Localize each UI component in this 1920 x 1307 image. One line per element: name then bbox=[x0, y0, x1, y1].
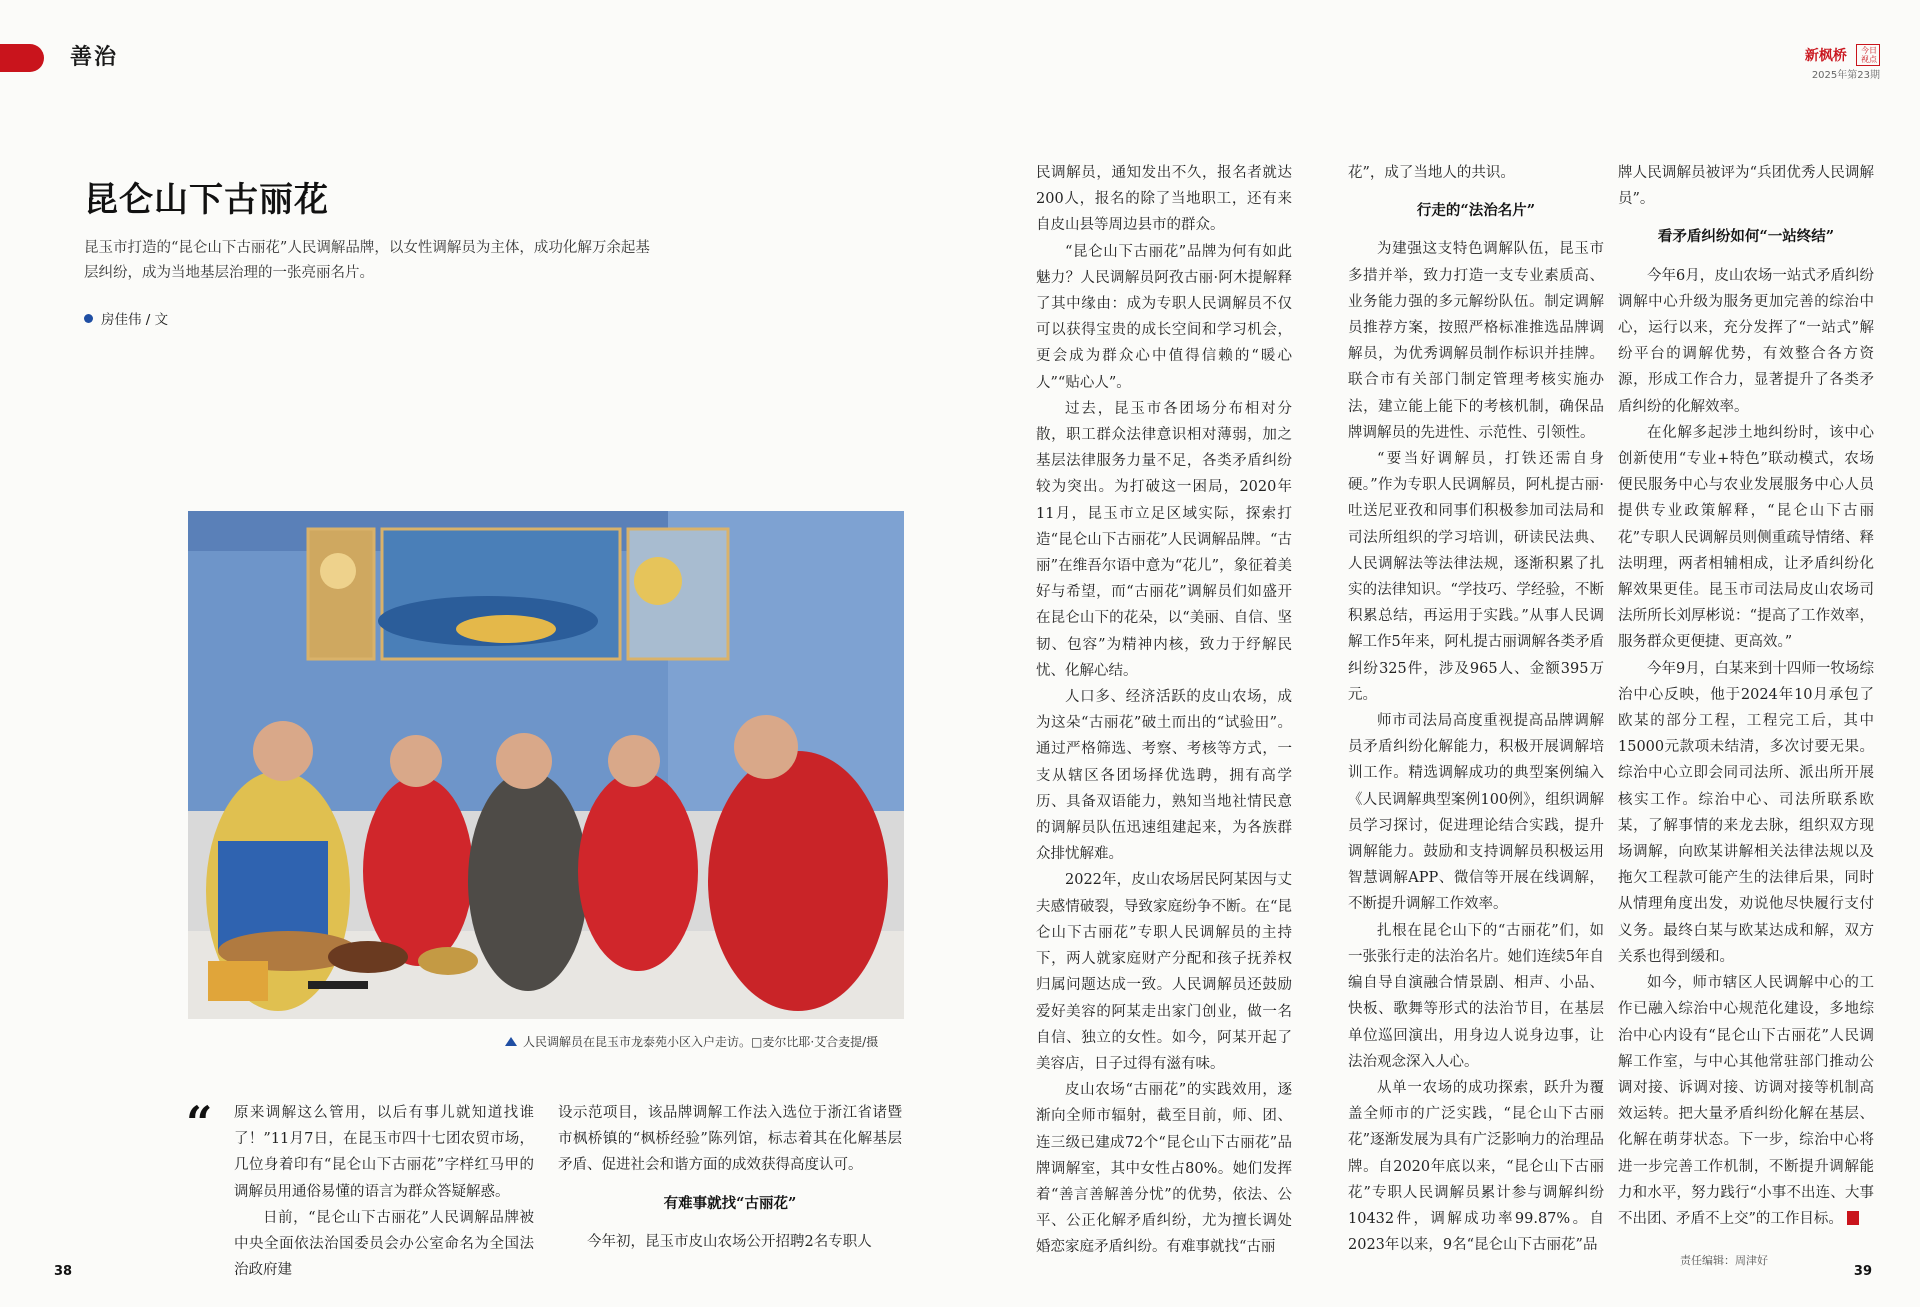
paragraph: 设示范项目，该品牌调解工作法入选位于浙江省诸暨市枫桥镇的“枫桥经验”陈列馆，标志着其在化解基层矛盾、促进社会和谐方面的成效获得高度认可。 bbox=[558, 1105, 902, 1174]
article-photo bbox=[188, 511, 904, 1019]
article-title: 昆仑山下古丽花 bbox=[84, 180, 329, 220]
paragraph: 在化解多起涉土地纠纷时，该中心创新使用“专业+特色”联动模式，农场便民服务中心与农业发展服务中心人员提供专业政策解释，“昆仑山下古丽花”专职人民调解员则侧重疏导情绪、释法明理，两者相辅相成，让矛盾纠纷化解效果更佳。昆玉市司法局皮山农场司法所所长刘厚彬说：“提高了工作效率，服务群众更便捷、更高效。” bbox=[1618, 424, 1874, 651]
subheading: 看矛盾纠纷如何“一站终结” bbox=[1657, 228, 1835, 246]
column-3 bbox=[1036, 160, 1292, 1261]
section-label: 善治 bbox=[70, 44, 119, 70]
photo-illustration bbox=[188, 511, 904, 1019]
column-2 bbox=[558, 1100, 902, 1255]
issue-number: 2025年第23期 bbox=[1811, 70, 1880, 81]
subheading: 有难事就找“古丽花” bbox=[663, 1194, 797, 1212]
bullet-icon bbox=[84, 314, 93, 323]
paragraph: 今年9月，白某来到十四师一牧场综治中心反映，他于2024年10月承包了欧某的部分工程，工程完工后，其中15000元款项未结清，多次讨要无果。综治中心立即会同司法所、派出所开展核实工作。综治中心、司法所联系欧某，了解事情的来龙去脉，组织双方现场调解，向欧某讲解相关法律法规以及拖欠工程款可能产生的法律后果，同时从情理角度出发，劝说他尽快履行支付义务。最终白某与欧某达成和解，双方关系也得到缓和。 bbox=[1618, 660, 1874, 965]
paragraph: 日前，“昆仑山下古丽花”人民调解品牌被中央全面依法治国委员会办公室命名为全国法治政府建 bbox=[234, 1209, 534, 1279]
author-name: 房佳伟 / 文 bbox=[101, 312, 169, 328]
quote-mark-icon: “ bbox=[186, 1096, 213, 1150]
paragraph: 皮山农场“古丽花”的实践效用，逐渐向全师市辐射，截至目前，师、团、连三级已建成72个“昆仑山下古丽花”品牌调解室，其中女性占80%。她们发挥着“善言善解善分忧”的优势，依法、公平、公正化解矛盾纠纷，尤为擅长调处婚恋家庭矛盾纠纷。有难事就找“古丽 bbox=[1036, 1082, 1292, 1256]
article-lead: 昆玉市打造的“昆仑山下古丽花”人民调解品牌，以女性调解员为主体，成功化解万余起基层纠纷，成为当地基层治理的一张亮丽名片。 bbox=[84, 240, 650, 281]
photo-caption bbox=[505, 1033, 878, 1050]
editor-credit: 责任编辑：周津好 bbox=[1680, 1254, 1768, 1267]
paragraph: 原来调解这么管用，以后有事儿就知道找谁了！”11月7日，在昆玉市四十七团农贸市场，几位身着印有“昆仑山下古丽花”字样红马甲的调解员用通俗易懂的语言为群众答疑解惑。 bbox=[234, 1105, 534, 1200]
paragraph: 今年初，昆玉市皮山农场公开招聘2名专职人 bbox=[587, 1233, 872, 1250]
paragraph: “昆仑山下古丽花”品牌为何有如此魅力？人民调解员阿孜古丽·阿木提解释了其中缘由：成为专职人民调解员不仅可以获得宝贵的成长空间和学习机会，更会成为群众心中值得信赖的“暖心人”“贴心人”。 bbox=[1036, 243, 1292, 391]
end-mark-icon bbox=[1847, 1211, 1859, 1225]
magazine-masthead bbox=[1805, 44, 1880, 81]
issue-badge: 今日视点 bbox=[1856, 44, 1880, 66]
paragraph: 花”，成了当地人的共识。 bbox=[1348, 165, 1515, 181]
column-4 bbox=[1348, 160, 1604, 1258]
paragraph: “要当好调解员，打铁还需自身硬。”作为专职人民调解员，阿札提古丽·吐送尼亚孜和同事们积极参加司法局和司法所组织的学习培训，研读民法典、人民调解法等法律法规，逐渐积累了扎实的法律知识。“学技巧、学经验，不断积累总结，再运用于实践。”从事人民调解工作5年来，阿札提古丽调解各类矛盾纠纷325件，涉及965人、金额395万元。 bbox=[1348, 451, 1604, 703]
column-5 bbox=[1618, 160, 1874, 1232]
section-flag bbox=[0, 44, 44, 72]
paragraph: 从单一农场的成功探索，跃升为覆盖全师市的广泛实践，“昆仑山下古丽花”逐渐发展为具有广泛影响力的治理品牌。自2020年底以来，“昆仑山下古丽花”专职人民调解员累计参与调解纠纷10432件，调解成功率99.87%。自2023年以来，9名“昆仑山下古丽花”品 bbox=[1348, 1079, 1604, 1254]
paragraph: 2022年，皮山农场居民阿某因与丈夫感情破裂，导致家庭纷争不断。在“昆仑山下古丽花”专职人民调解员的主持下，两人就家庭财产分配和孩子抚养权归属问题达成一致。人民调解员还鼓励爱好美容的阿某走出家门创业，做一名自信、独立的女性。如今，阿某开起了美容店，日子过得有滋有味。 bbox=[1036, 872, 1292, 1072]
paragraph: 过去，昆玉市各团场分布相对分散，职工群众法律意识相对薄弱，加之基层法律服务力量不足，各类矛盾纠纷较为突出。为打破这一困局，2020年11月，昆玉市立足区域实际，探索打造“昆仑山下古丽花”人民调解品牌。“古丽”在维吾尔语中意为“花儿”，象征着美好与希望，而“古丽花”调解员们如盛开在昆仑山下的花朵，以“美丽、自信、坚韧、包容”为精神内核，致力于纾解民忧、化解心结。 bbox=[1036, 400, 1292, 679]
caption-text: 人民调解员在昆玉市龙泰苑小区入户走访。□麦尔比耶·艾合麦提/摄 bbox=[523, 1035, 879, 1049]
paragraph: 民调解员，通知发出不久，报名者就达200人，报名的除了当地职工，还有来自皮山县等周边县市的群众。 bbox=[1036, 165, 1292, 234]
subheading: 行走的“法治名片” bbox=[1416, 202, 1536, 220]
magazine-name: 新枫桥 bbox=[1804, 48, 1847, 64]
paragraph: 牌人民调解员被评为“兵团优秀人民调解员”。 bbox=[1618, 165, 1874, 208]
paragraph: 师市司法局高度重视提高品牌调解员矛盾纠纷化解能力，积极开展调解培训工作。精选调解成功的典型案例编入《人民调解典型案例100例》，组织调解员学习探讨，促进理论结合实践，提升调解能力。鼓励和支持调解员积极运用智慧调解APP、微信等开展在线调解，不断提升调解工作效率。 bbox=[1348, 713, 1604, 913]
column-1 bbox=[186, 1096, 534, 1283]
page-number-left: 38 bbox=[54, 1264, 73, 1279]
page-number-right: 39 bbox=[1853, 1264, 1872, 1279]
paragraph: 如今，师市辖区人民调解中心的工作已融入综治中心规范化建设，多地综治中心内设有“昆仑山下古丽花”人民调解工作室，与中心其他常驻部门推动公调对接、诉调对接、访调对接等机制高效运转。把大量矛盾纠纷化解在基层、化解在萌芽状态。下一步，综治中心将进一步完善工作机制，不断提升调解能力和水平，努力践行“小事不出连、大事不出团、矛盾不上交”的工作目标。 bbox=[1618, 975, 1874, 1227]
paragraph: 人口多、经济活跃的皮山农场，成为这朵“古丽花”破土而出的“试验田”。通过严格筛选、考察、考核等方式，一支从辖区各团场择优选聘，拥有高学历、具备双语能力，熟知当地社情民意的调解员队伍迅速组建起来，为各族群众排忧解难。 bbox=[1036, 689, 1292, 863]
paragraph: 今年6月，皮山农场一站式矛盾纠纷调解中心升级为服务更加完善的综治中心，运行以来，充分发挥了“一站式”解纷平台的调解优势，有效整合各方资源，形成工作合力，显著提升了各类矛盾纠纷的化解效率。 bbox=[1618, 267, 1874, 415]
caption-triangle-icon bbox=[505, 1037, 517, 1046]
paragraph: 为建强这支特色调解队伍，昆玉市多措并举，致力打造一支专业素质高、业务能力强的多元解纷队伍。制定调解员推荐方案，按照严格标准推选品牌调解员，为优秀调解员制作标识并挂牌。联合市有关部门制定管理考核实施办法，建立能上能下的考核机制，确保品牌调解员的先进性、示范性、引领性。 bbox=[1348, 241, 1604, 441]
author-byline bbox=[84, 308, 168, 328]
paragraph: 扎根在昆仑山下的“古丽花”们，如一张张行走的法治名片。她们连续5年自编自导自演融合情景剧、相声、小品、快板、歌舞等形式的法治节目，在基层单位巡回演出，用身边人说身边事，让法治观念深入人心。 bbox=[1348, 922, 1604, 1070]
